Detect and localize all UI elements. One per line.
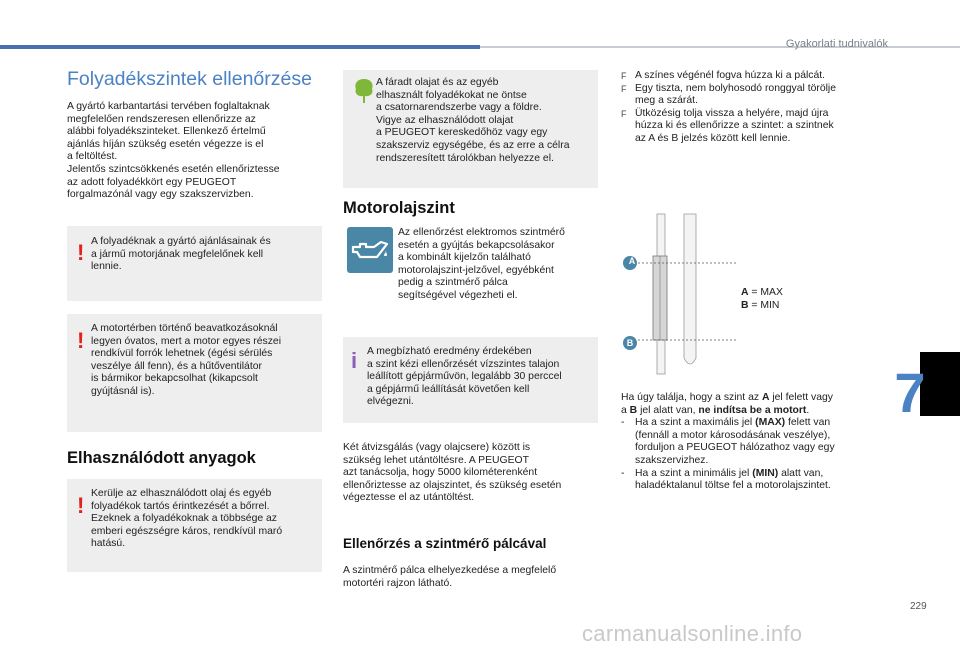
warning-text: A motortérben történő beavatkozásoknál legyen óvatos, mert a motor egyes részei rendkívül forrók lehetnek (égési sérülés veszélye áll fenn), és a hűtőventilátor is bármikor bekapcsolhat (kikapcsolt gyújtásnál is). — [91, 323, 282, 397]
page-number: 229 — [910, 601, 927, 612]
marker-a-label: A — [628, 256, 636, 266]
step-item: F Egy tiszta, nem bolyhosodó ronggyal törölje meg a szárát. — [621, 82, 836, 107]
used-materials-heading: Elhasználódott anyagok — [67, 449, 256, 467]
section-title: Gyakorlati tudnivalók — [785, 38, 888, 50]
warning-text: A folyadéknak a gyártó ajánlásainak és a jármű motorjának megfelelőnek kell lennie. — [91, 236, 271, 273]
chapter-number: 7 — [894, 361, 926, 424]
step-item: F Ütközésig tolja vissza a helyére, majd újra húzza ki és ellenőrizze a szintet: a szintnek az A és B jelzés között kell lennie. — [621, 107, 834, 144]
warning-box-engine — [67, 314, 322, 432]
dipstick-paragraph: A szintmérő pálca elhelyezkedése a megfelelő motortéri rajzon látható. — [343, 565, 557, 589]
environment-note-box — [343, 70, 598, 188]
diagram-legend: A = MAX B = MIN — [741, 287, 783, 311]
warning-box-used — [67, 479, 322, 572]
dipstick-diagram — [616, 208, 746, 376]
warning-box-fluid — [67, 226, 322, 301]
dash-item-min: - Ha a szint a minimális jel (MIN) alatt van, haladéktalanul töltse fel a motorolajszintet. — [621, 467, 831, 492]
info-note-text: A megbízható eredmény érdekében a szint kézi ellenőrzését vízszintes talajon leállított gépjárművön, legalább 30 perccel a gépjármű leállítását követően kell elvégezni. — [367, 346, 562, 408]
warning-icon: ! — [77, 240, 85, 265]
info-icon: i — [351, 348, 358, 373]
result-instructions: Ha úgy találja, hogy a szint az A jel felett vagy a B jel alatt van, ne indítsa be a motort. - Ha a szint a maximális jel (MAX) felett van (fennáll a motor károsodásának veszélye), forduljon a PEUGEOT hálózathoz vagy egy szakszervizhez. - Ha a szint a minimális jel (MIN) alatt van, haladéktalanul töltse fel a motorolajszintet. — [621, 392, 886, 493]
engine-oil-heading: Motorolajszint — [343, 199, 455, 217]
dipstick-heading: Ellenőrzés a szintmérő pálcával — [343, 536, 547, 551]
header-accent-bar — [0, 45, 480, 49]
warning-icon: ! — [77, 493, 85, 518]
info-note-box — [343, 337, 598, 423]
environment-note-text: A fáradt olajat és az egyéb elhasznált folyadékokat ne öntse a csatornarendszerbe vagy a földre. Vigye az elhasználódott olajat a PEUGEOT kereskedőhöz vagy egy szakszerviz egységébe, és az erre a célra rendszeresített tárolókban helyezze el. — [376, 77, 570, 164]
refill-paragraph: Két átvizsgálás (vagy olajcsere) között is szükség lehet utántöltésre. A PEUGEOT azt tanácsolja, hogy 5000 kilométerenként ellenőriztesse az olajszintet, és szükség esetén végeztesse el az utántöltést. — [343, 442, 562, 504]
warning-icon: ! — [77, 328, 85, 353]
oil-can-icon — [347, 227, 393, 273]
marker-b-label: B — [626, 338, 634, 348]
dipstick-steps — [621, 70, 886, 146]
dash-item-max: - Ha a szint a maximális jel (MAX) felett van (fennáll a motor károsodásának veszélye), forduljon a PEUGEOT hálózathoz vagy egy szakszervizhez. — [621, 417, 835, 466]
oil-description: Az ellenőrzést elektromos szintmérő esetén a gyújtás bekapcsolásakor a kombinált kijelzőn található motorolajszint-jelzővel, egyébként pedig a szintmérő pálca segítségével végezheti el. — [398, 227, 565, 301]
page-title: Folyadékszintek ellenőrzése — [67, 68, 312, 90]
warning-text: Kerülje az elhasználódott olaj és egyéb folyadékok tartós érintkezését a bőrrel. Ezeknek a folyadékoknak a többsége az emberi egészségre káros, rendkívül maró hatású. — [91, 488, 283, 550]
intro-paragraph: A gyártó karbantartási tervében foglaltaknak megfelelően rendszeresen ellenőrizze az alábbi folyadékszinteket. Ellenkező értelmű ajánlás híján szükség esetén végezze is el a feltöltést. Jelentős szintcsökkenés esetén ellenőriztesse az adott folyadékkört egy PEUGEOT forgalmazónál vagy egy szakszervizben. — [67, 101, 280, 201]
step-item: F A színes végénél fogva húzza ki a pálcát. — [621, 70, 826, 81]
header-divider — [480, 46, 960, 48]
tree-icon — [353, 78, 375, 104]
watermark: carmanualsonline.info — [582, 621, 803, 646]
